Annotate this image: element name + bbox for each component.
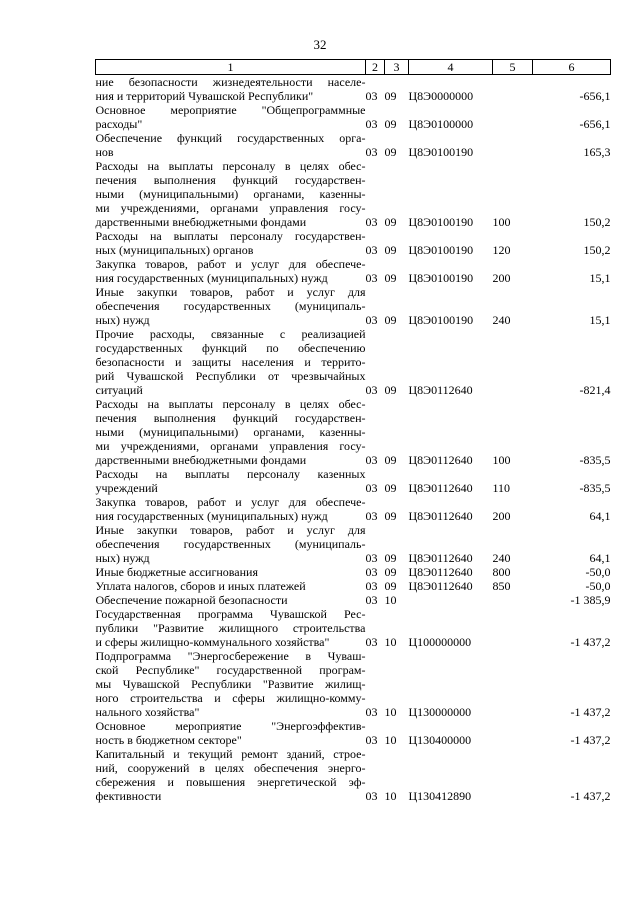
target-article-code: Ц8Э0100190 <box>408 313 474 327</box>
description-line: Иные закупки товаров, работ и услуг для <box>95 285 366 299</box>
section-code: 03 <box>365 635 378 649</box>
amount: -1 437,2 <box>570 705 611 719</box>
row-description <box>96 565 366 579</box>
row-description <box>96 649 366 719</box>
table-row <box>96 103 611 131</box>
description-line: расходы" <box>95 117 143 131</box>
description-line: ность в бюджетном секторе" <box>95 733 242 747</box>
description-line: обеспечения государственных (муниципаль- <box>95 299 366 313</box>
description-line: ными (муниципальными) органами, казенны- <box>95 425 366 439</box>
target-article-code: Ц8Э0112640 <box>408 565 473 579</box>
expense-type-code: 100 <box>492 453 511 467</box>
section-code: 03 <box>365 481 378 495</box>
description-line: и сферы жилищно-коммунального хозяйства" <box>95 635 330 649</box>
table-row <box>96 75 611 104</box>
expense-type-code: 120 <box>492 243 511 257</box>
description-line: ного строительства и сферы жилищно-комму- <box>95 691 366 705</box>
target-article-code: Ц130400000 <box>408 733 472 747</box>
target-article-code: Ц8Э0112640 <box>408 453 473 467</box>
table-row <box>96 257 611 285</box>
expense-type-code: 100 <box>492 215 511 229</box>
subsection-code: 09 <box>384 243 397 257</box>
table-row <box>96 131 611 159</box>
description-line: Капитальный и текущий ремонт зданий, строе- <box>95 747 366 761</box>
target-article-code: Ц8Э0112640 <box>408 551 473 565</box>
description-line: Закупка товаров, работ и услуг для обеспече- <box>95 495 366 509</box>
row-description <box>96 327 366 397</box>
amount: -1 385,9 <box>570 593 611 607</box>
subsection-code: 09 <box>384 551 397 565</box>
table-body <box>96 75 611 804</box>
table-row <box>96 495 611 523</box>
subsection-code: 09 <box>384 215 397 229</box>
table-row <box>96 229 611 257</box>
subsection-code: 10 <box>384 733 397 747</box>
description-line: Расходы на выплаты персоналу в целях обес- <box>95 397 366 411</box>
description-line: государственных функций по обеспечению <box>95 341 366 355</box>
table-row <box>96 285 611 327</box>
description-line: Основное мероприятие "Общепрограммные <box>95 103 366 117</box>
expense-type-code <box>493 75 533 104</box>
expense-type-code <box>493 649 533 719</box>
section-code: 03 <box>365 551 378 565</box>
row-description <box>96 579 366 593</box>
target-article-code: Ц8Э0000000 <box>408 89 474 103</box>
subsection-code: 10 <box>384 593 397 607</box>
description-line: ской Республике" государственной програм- <box>95 663 366 677</box>
section-code: 03 <box>365 243 378 257</box>
row-description <box>96 103 366 131</box>
subsection-code: 09 <box>384 565 397 579</box>
table-row <box>96 747 611 803</box>
amount: -1 437,2 <box>570 789 611 803</box>
amount: -50,0 <box>585 565 611 579</box>
row-description <box>96 467 366 495</box>
header-cell-5: 5 <box>493 60 533 75</box>
amount: -1 437,2 <box>570 733 611 747</box>
table-row <box>96 523 611 565</box>
expense-type-code <box>493 607 533 649</box>
description-line: публики "Развитие жилищного строительства <box>95 621 366 635</box>
amount: -835,5 <box>579 481 611 495</box>
section-code: 03 <box>365 579 378 593</box>
description-line: обеспечения государственных (муниципаль- <box>95 537 366 551</box>
section-code: 03 <box>365 313 378 327</box>
description-line: печения выполнения функций государствен- <box>95 173 366 187</box>
description-line: учреждений <box>95 481 158 495</box>
target-article-code: Ц8Э0100190 <box>408 215 474 229</box>
subsection-code: 09 <box>384 89 397 103</box>
description-line: Государственная программа Чувашской Рес- <box>95 607 366 621</box>
row-description <box>96 159 366 229</box>
budget-table <box>95 59 611 803</box>
amount: 15,1 <box>589 271 611 285</box>
table-row <box>96 719 611 747</box>
description-line: ными (муниципальными) органами, казенны- <box>95 187 366 201</box>
target-article-code: Ц8Э0112640 <box>408 509 473 523</box>
amount: 64,1 <box>589 551 611 565</box>
description-line: Обеспечение функций государственных орга- <box>95 131 366 145</box>
amount: -1 437,2 <box>570 635 611 649</box>
table-row <box>96 649 611 719</box>
row-description <box>96 257 366 285</box>
subsection-code: 09 <box>384 453 397 467</box>
amount: -821,4 <box>579 383 611 397</box>
section-code: 03 <box>365 117 378 131</box>
row-description <box>96 131 366 159</box>
subsection-code: 10 <box>384 705 397 719</box>
section-code: 03 <box>365 89 378 103</box>
description-line: сбережения и повышения энергетической эф- <box>95 775 366 789</box>
amount: 150,2 <box>583 243 611 257</box>
subsection-code: 09 <box>384 145 397 159</box>
description-line: ний, сооружений в целях обеспечения энерго- <box>95 761 366 775</box>
section-code: 03 <box>365 565 378 579</box>
row-description <box>96 523 366 565</box>
target-article-code: Ц8Э0112640 <box>408 579 473 593</box>
description-line: ситуаций <box>95 383 143 397</box>
amount: -656,1 <box>579 89 611 103</box>
row-description <box>96 747 366 803</box>
description-line: ния государственных (муниципальных) нужд <box>95 271 328 285</box>
description-line: Обеспечение пожарной безопасности <box>95 593 288 607</box>
section-code: 03 <box>365 453 378 467</box>
amount: 64,1 <box>589 509 611 523</box>
table-row <box>96 565 611 579</box>
amount: 150,2 <box>583 215 611 229</box>
description-line: дарственными внебюджетными фондами <box>95 215 307 229</box>
description-line: печения выполнения функций государствен- <box>95 411 366 425</box>
description-line: ми учреждениями, органами управления госу- <box>95 201 366 215</box>
description-line: Иные бюджетные ассигнования <box>95 565 258 579</box>
row-description <box>96 397 366 467</box>
expense-type-code: 850 <box>492 579 511 593</box>
table-row <box>96 159 611 229</box>
description-line: ми учреждениями, органами управления госу- <box>95 439 366 453</box>
target-article-code: Ц100000000 <box>408 635 472 649</box>
description-line: дарственными внебюджетными фондами <box>95 453 307 467</box>
expense-type-code <box>493 593 533 607</box>
target-article-code: Ц8Э0100190 <box>408 243 474 257</box>
description-line: ных) нужд <box>95 551 150 565</box>
row-description <box>96 285 366 327</box>
expense-type-code: 800 <box>492 565 511 579</box>
description-line: ных (муниципальных) органов <box>95 243 254 257</box>
section-code: 03 <box>365 705 378 719</box>
subsection-code: 09 <box>384 383 397 397</box>
description-line: Прочие расходы, связанные с реализацией <box>95 327 366 341</box>
description-line: рий Чувашской Республики от чрезвычайных <box>95 369 366 383</box>
expense-type-code: 200 <box>492 509 511 523</box>
description-line: Иные закупки товаров, работ и услуг для <box>95 523 366 537</box>
subsection-code: 09 <box>384 313 397 327</box>
subsection-code: 09 <box>384 481 397 495</box>
header-cell-6: 6 <box>533 60 611 75</box>
table-row <box>96 327 611 397</box>
table-row <box>96 593 611 607</box>
description-line: Уплата налогов, сборов и иных платежей <box>95 579 306 593</box>
row-description <box>96 495 366 523</box>
section-code: 03 <box>365 215 378 229</box>
target-article-code: Ц8Э0112640 <box>408 383 473 397</box>
description-line: ния и территорий Чувашской Республики" <box>95 89 314 103</box>
table-row <box>96 607 611 649</box>
expense-type-code: 240 <box>492 551 511 565</box>
table-header-row <box>96 60 611 75</box>
table-row <box>96 467 611 495</box>
section-code: 03 <box>365 789 378 803</box>
header-cell-1: 1 <box>96 60 366 75</box>
header-cell-3: 3 <box>385 60 409 75</box>
section-code: 03 <box>365 271 378 285</box>
subsection-code: 10 <box>384 635 397 649</box>
section-code: 03 <box>365 145 378 159</box>
expense-type-code: 110 <box>492 481 511 495</box>
description-line: безопасности и защиты населения и террито- <box>95 355 366 369</box>
amount: 165,3 <box>583 145 611 159</box>
description-line: Подпрограмма "Энергосбережение в Чуваш- <box>95 649 366 663</box>
description-line: мы Чувашской Республики "Развитие жилищ- <box>95 677 366 691</box>
header-cell-4: 4 <box>409 60 493 75</box>
row-description <box>96 229 366 257</box>
target-article-code <box>409 593 493 607</box>
section-code: 03 <box>365 383 378 397</box>
amount: -656,1 <box>579 117 611 131</box>
expense-type-code <box>493 131 533 159</box>
target-article-code: Ц8Э0100190 <box>408 271 474 285</box>
subsection-code: 10 <box>384 789 397 803</box>
row-description <box>96 75 366 104</box>
row-description <box>96 719 366 747</box>
expense-type-code <box>493 327 533 397</box>
row-description <box>96 593 366 607</box>
expense-type-code: 200 <box>492 271 511 285</box>
subsection-code: 09 <box>384 509 397 523</box>
expense-type-code <box>493 747 533 803</box>
target-article-code: Ц8Э0112640 <box>408 481 473 495</box>
description-line: Расходы на выплаты персоналу казенных <box>95 467 366 481</box>
section-code: 03 <box>365 733 378 747</box>
description-line: ния государственных (муниципальных) нужд <box>95 509 328 523</box>
target-article-code: Ц8Э0100000 <box>408 117 474 131</box>
description-line: фективности <box>95 789 162 803</box>
section-code: 03 <box>365 509 378 523</box>
table-row <box>96 579 611 593</box>
subsection-code: 09 <box>384 271 397 285</box>
subsection-code: 09 <box>384 579 397 593</box>
description-line: Основное мероприятие "Энергоэффектив- <box>95 719 366 733</box>
amount: 15,1 <box>589 313 611 327</box>
row-description <box>96 607 366 649</box>
subsection-code: 09 <box>384 117 397 131</box>
header-cell-2: 2 <box>366 60 385 75</box>
expense-type-code <box>493 719 533 747</box>
description-line: Расходы на выплаты персоналу государствен- <box>95 229 366 243</box>
description-line: ние безопасности жизнедеятельности населе- <box>95 75 366 89</box>
section-code: 03 <box>365 593 378 607</box>
table-row <box>96 397 611 467</box>
expense-type-code <box>493 103 533 131</box>
description-line: Закупка товаров, работ и услуг для обеспече- <box>95 257 366 271</box>
description-line: Расходы на выплаты персоналу в целях обес- <box>95 159 366 173</box>
target-article-code: Ц8Э0100190 <box>408 145 474 159</box>
target-article-code: Ц130000000 <box>408 705 472 719</box>
amount: -835,5 <box>579 453 611 467</box>
amount: -50,0 <box>585 579 611 593</box>
expense-type-code: 240 <box>492 313 511 327</box>
description-line: нов <box>95 145 114 159</box>
target-article-code: Ц130412890 <box>408 789 472 803</box>
page-number: 32 <box>313 37 327 52</box>
description-line: нального хозяйства" <box>95 705 200 719</box>
description-line: ных) нужд <box>95 313 150 327</box>
